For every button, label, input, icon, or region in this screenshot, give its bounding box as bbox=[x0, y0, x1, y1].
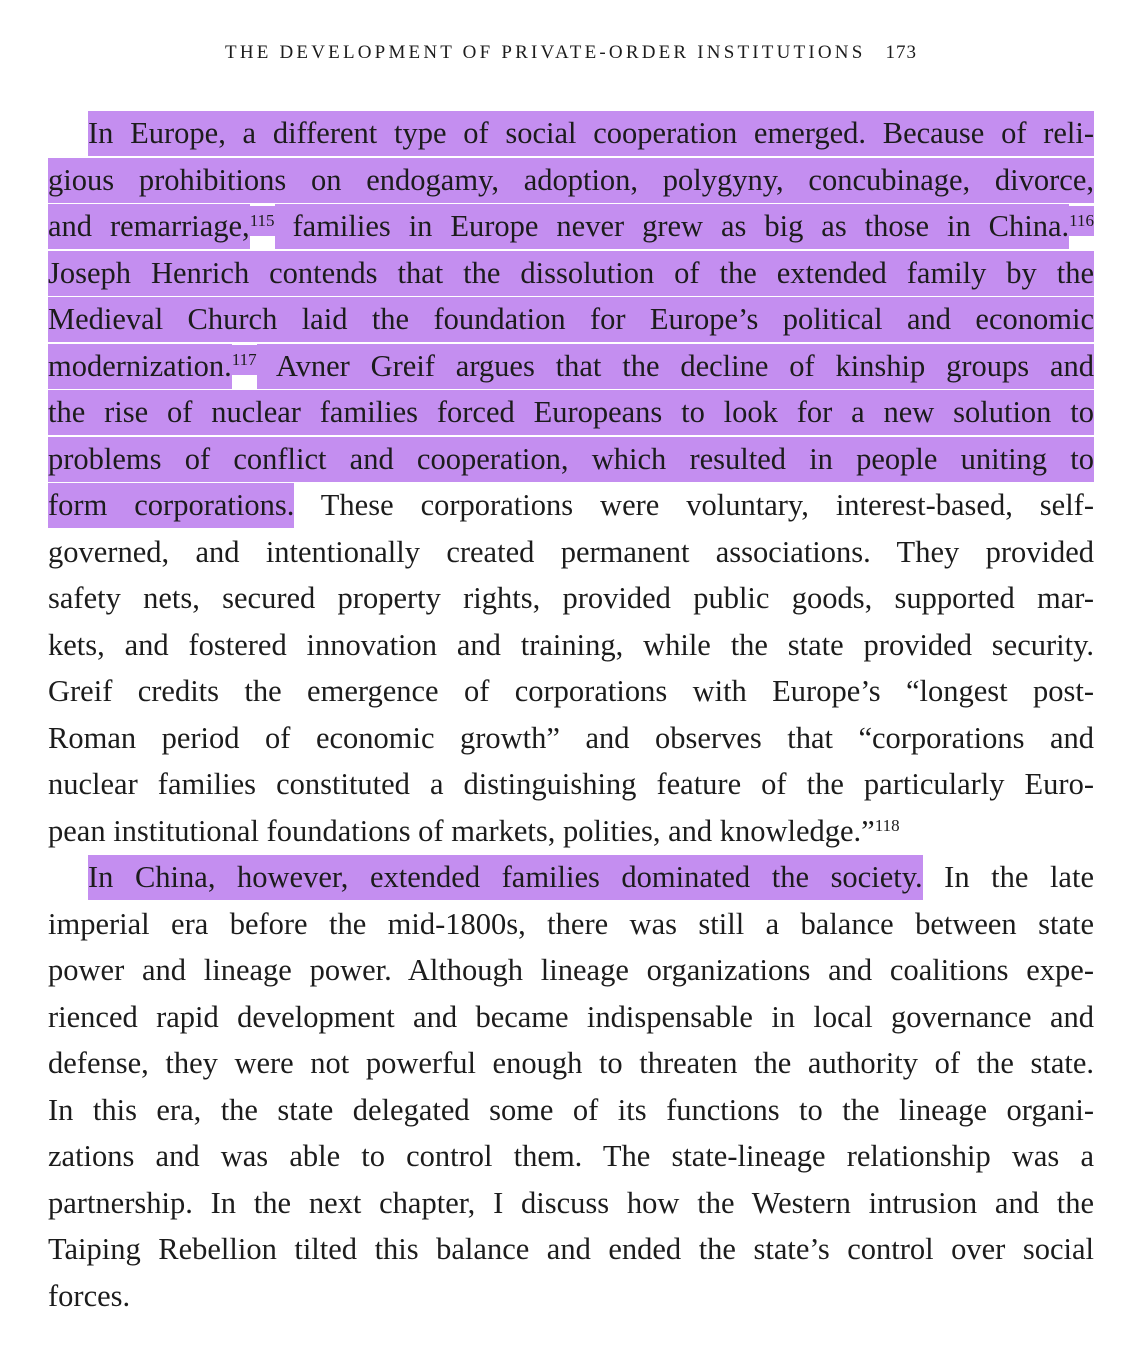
text-segment: Roman period of economic growth” and observes that “corporations and bbox=[48, 720, 1094, 755]
text-line bbox=[48, 575, 1094, 622]
highlighted-text: Joseph Henrich contends that the dissolution of the extended family by the bbox=[48, 251, 1094, 296]
text-line bbox=[48, 157, 1094, 204]
text-line bbox=[48, 1133, 1094, 1180]
highlighted-text: form corporations. bbox=[48, 483, 294, 528]
highlighted-text: In Europe, a different type of social cooperation emerged. Because of reli- bbox=[88, 111, 1094, 156]
text-line bbox=[48, 994, 1094, 1041]
body-text bbox=[48, 110, 1094, 1319]
text-line bbox=[48, 203, 1094, 250]
footnote-ref: 118 bbox=[874, 815, 900, 835]
text-segment: governed, and intentionally created permanent associations. They provided bbox=[48, 534, 1094, 569]
text-segment: defense, they were not powerful enough to threaten the authority of the state. bbox=[48, 1046, 1094, 1080]
highlighted-text: problems of conflict and cooperation, which resulted in people uniting to bbox=[48, 437, 1094, 482]
text-segment: forces. bbox=[48, 1278, 131, 1313]
text-line bbox=[48, 482, 1094, 529]
text-segment: rienced rapid development and became indispensable in local governance and bbox=[48, 999, 1094, 1034]
text-line bbox=[48, 1087, 1094, 1134]
text-segment: Greif credits the emergence of corporations with Europe’s “longest post- bbox=[48, 674, 1094, 708]
text-line bbox=[48, 808, 1094, 855]
text-segment: nuclear families constituted a distinguishing feature of the particularly Euro- bbox=[48, 767, 1094, 801]
text-line bbox=[48, 296, 1094, 343]
highlighted-text: and remarriage, bbox=[48, 204, 250, 249]
text-segment: safety nets, secured property rights, provided public goods, supported mar- bbox=[48, 581, 1094, 615]
text-segment: pean institutional foundations of markets, polities, and knowledge.” bbox=[48, 813, 875, 848]
text-line bbox=[48, 436, 1094, 483]
highlighted-text: Medieval Church laid the foundation for Europe’s political and economic bbox=[48, 297, 1094, 342]
highlighted-text: In China, however, extended families dominated the society. bbox=[88, 855, 923, 900]
footnote-ref: 115 bbox=[250, 206, 275, 236]
text-line bbox=[48, 110, 1094, 157]
text-segment: In this era, the state delegated some of its functions to the lineage organi- bbox=[48, 1092, 1094, 1127]
text-line bbox=[48, 947, 1094, 994]
text-segment: power and lineage power. Although lineage organizations and coalitions expe- bbox=[48, 953, 1094, 987]
text-line bbox=[48, 854, 1094, 901]
text-line bbox=[48, 389, 1094, 436]
footnote-ref: 117 bbox=[232, 345, 257, 375]
text-segment: Taiping Rebellion tilted this balance and ended the state’s control over social bbox=[48, 1232, 1094, 1266]
footnote-ref: 116 bbox=[1069, 206, 1094, 236]
text-line bbox=[48, 250, 1094, 297]
text-segment: In the late bbox=[922, 860, 1094, 894]
running-header bbox=[48, 42, 1094, 64]
chapter-title: THE DEVELOPMENT OF PRIVATE-ORDER INSTITUTIONS bbox=[225, 42, 866, 63]
page-number: 173 bbox=[885, 42, 917, 63]
highlighted-text: families in Europe never grew as big as those in China. bbox=[275, 204, 1070, 249]
highlighted-text: Avner Greif argues that the decline of kinship groups and bbox=[257, 344, 1094, 389]
text-line bbox=[48, 715, 1094, 762]
text-line bbox=[48, 1180, 1094, 1227]
text-segment: imperial era before the mid-1800s, there was still a balance between state bbox=[48, 906, 1094, 941]
text-segment: These corporations were voluntary, interest-based, self- bbox=[294, 488, 1094, 522]
text-line bbox=[48, 1040, 1094, 1087]
text-segment: kets, and fostered innovation and training, while the state provided security. bbox=[48, 627, 1094, 662]
text-line bbox=[48, 761, 1094, 808]
highlighted-text: the rise of nuclear families forced Europeans to look for a new solution to bbox=[48, 390, 1094, 435]
text-line bbox=[48, 343, 1094, 390]
text-line bbox=[48, 901, 1094, 948]
text-line bbox=[48, 668, 1094, 715]
text-segment: zations and was able to control them. The state-lineage relationship was a bbox=[48, 1139, 1094, 1173]
highlighted-text: modernization. bbox=[48, 344, 232, 389]
text-segment: partnership. In the next chapter, I discuss how the Western intrusion and the bbox=[48, 1185, 1094, 1220]
highlighted-text: gious prohibitions on endogamy, adoption, polygyny, concubinage, divorce, bbox=[48, 158, 1094, 203]
text-line bbox=[48, 529, 1094, 576]
text-line bbox=[48, 1273, 1094, 1320]
text-line bbox=[48, 622, 1094, 669]
text-line bbox=[48, 1226, 1094, 1273]
